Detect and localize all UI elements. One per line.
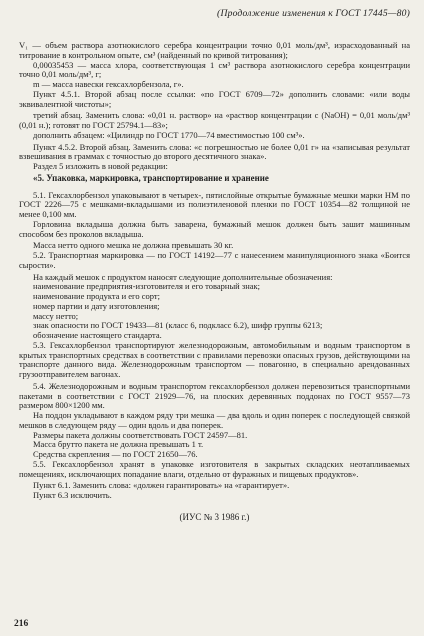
publication-note: (ИУС № 3 1986 г.) [179, 511, 250, 522]
document-body [19, 41, 410, 523]
paragraph: дополнить абзацем: «Цилиндр по ГОСТ 1770—74 вместимостью 100 см³». [33, 129, 305, 140]
paragraph: 5.2. Транспортная маркировка — по ГОСТ 14192—77 с нанесением манипуляционного знака «Боится сырости». [19, 250, 410, 270]
paragraph: 0,00035453 — масса хлора, соответствующая 1 см³ раствора азотнокислого серебра концентрации точно 0,01 моль/дм³, г; [19, 59, 410, 80]
paragraph: Размеры пакета должны соответствовать ГОСТ 24597—81. [33, 429, 248, 440]
paragraph: V₁ — объем раствора азотнокислого серебра концентрации точно 0,01 моль/дм³, израсходованный на титрование в контрольном опыте, см³ (найденный по кривой титрования); [19, 40, 410, 60]
paragraph: Пункт 6.3 исключить. [33, 490, 112, 500]
paragraph: номер партии и дату изготовления; [33, 300, 160, 311]
paragraph: Пункт 4.5.1. Второй абзац после ссылки: «по ГОСТ 6709—72» дополнить словами: «или воды эквивалентной чистоты»; [19, 88, 410, 109]
paragraph: Раздел 5 изложить в новой редакции: [33, 161, 168, 171]
running-header: (Продолжение изменения к ГОСТ 17445—80) [217, 8, 410, 19]
paragraph: наименование продукта и его сорт; [33, 291, 160, 301]
page-number: 216 [14, 619, 29, 629]
paragraph: m — масса навески гексахлорбензола, г». [33, 79, 184, 89]
paragraph: массу нетто; [33, 310, 79, 321]
paragraph: 5.4. Железнодорожным и водным транспортом гексахлорбензол должен перевозиться транспортными пакетами в соответствии с ГОСТ 21929—76, на плоских деревянных поддонах по ГОСТ 9557—73 размером 800×1200 мм. [19, 380, 410, 411]
paragraph: Пункт 6.1. Заменить слова: «должен гарантировать» на «гарантирует». [33, 480, 290, 491]
paragraph: наименование предприятия-изготовителя и его товарный знак; [33, 281, 261, 292]
paragraph: обозначение настоящего стандарта. [33, 330, 162, 340]
paragraph: знак опасности по ГОСТ 19433—81 (класс 6, подкласс 6.2), шифр группы 6213; [33, 320, 323, 331]
paragraph: 5.5. Гексахлорбензол хранят в упаковке изготовителя в закрытых складских неотапливаемых помещениях, исключающих попадание влаги, отдельно от фуражных и пищевых продуктов». [19, 458, 410, 479]
paragraph: Масса брутто пакета не должна превышать 1 т. [33, 439, 204, 450]
paragraph: 5.1. Гексахлорбензол упаковывают в четырех-, пятислойные открытые бумажные мешки марки НМ по ГОСТ 2226—75 с мешками-вкладышами из полиэтиленовой пленки по ГОСТ 10354—82 толщиной не менее 0,100 мм. [19, 189, 410, 219]
paragraph: Средства скрепления — по ГОСТ 21650—76. [33, 449, 198, 459]
paragraph: 5.3. Гексахлорбензол транспортируют железнодорожным, автомобильным и водным транспортом в крытых транспортных средствах в соответствии с правилами перевозки опасных грузов, действующими на транспорте данного вида. Железнодорожным транспортом — повагонно, в специально арендованных грузоотправителем вагонах. [19, 339, 410, 379]
paragraph: На поддон укладывают в каждом ряду три мешка — два вдоль и один поперек с последующей связкой мешков в следующем ряду — один вдоль и два поперек. [19, 410, 410, 430]
paragraph: Пункт 4.5.2. Второй абзац. Заменить слова: «с погрешностью не более 0,01 г» на «записывая результат взвешивания в граммах с точностью до второго десятичного знака». [19, 141, 410, 162]
section-heading: «5. Упаковка, маркировка, транспортирование и хранение [33, 172, 269, 183]
paragraph: На каждый мешок с продуктом наносят следующие дополнительные обозначения: [33, 271, 333, 282]
paragraph: Масса нетто одного мешка не должна превышать 30 кг. [33, 240, 234, 251]
paragraph: третий абзац. Заменить слова: «0,01 н. раствор» на «раствор концентрации с (NaOH) = 0,01 моль/дм³ (0,01 н.); готовят по ГОСТ 25794.1—83»; [19, 110, 410, 130]
paragraph: Горловина вкладыша должна быть заварена, бумажный мешок должен быть зашит машинным способом без проколов вкладыша. [19, 218, 410, 239]
